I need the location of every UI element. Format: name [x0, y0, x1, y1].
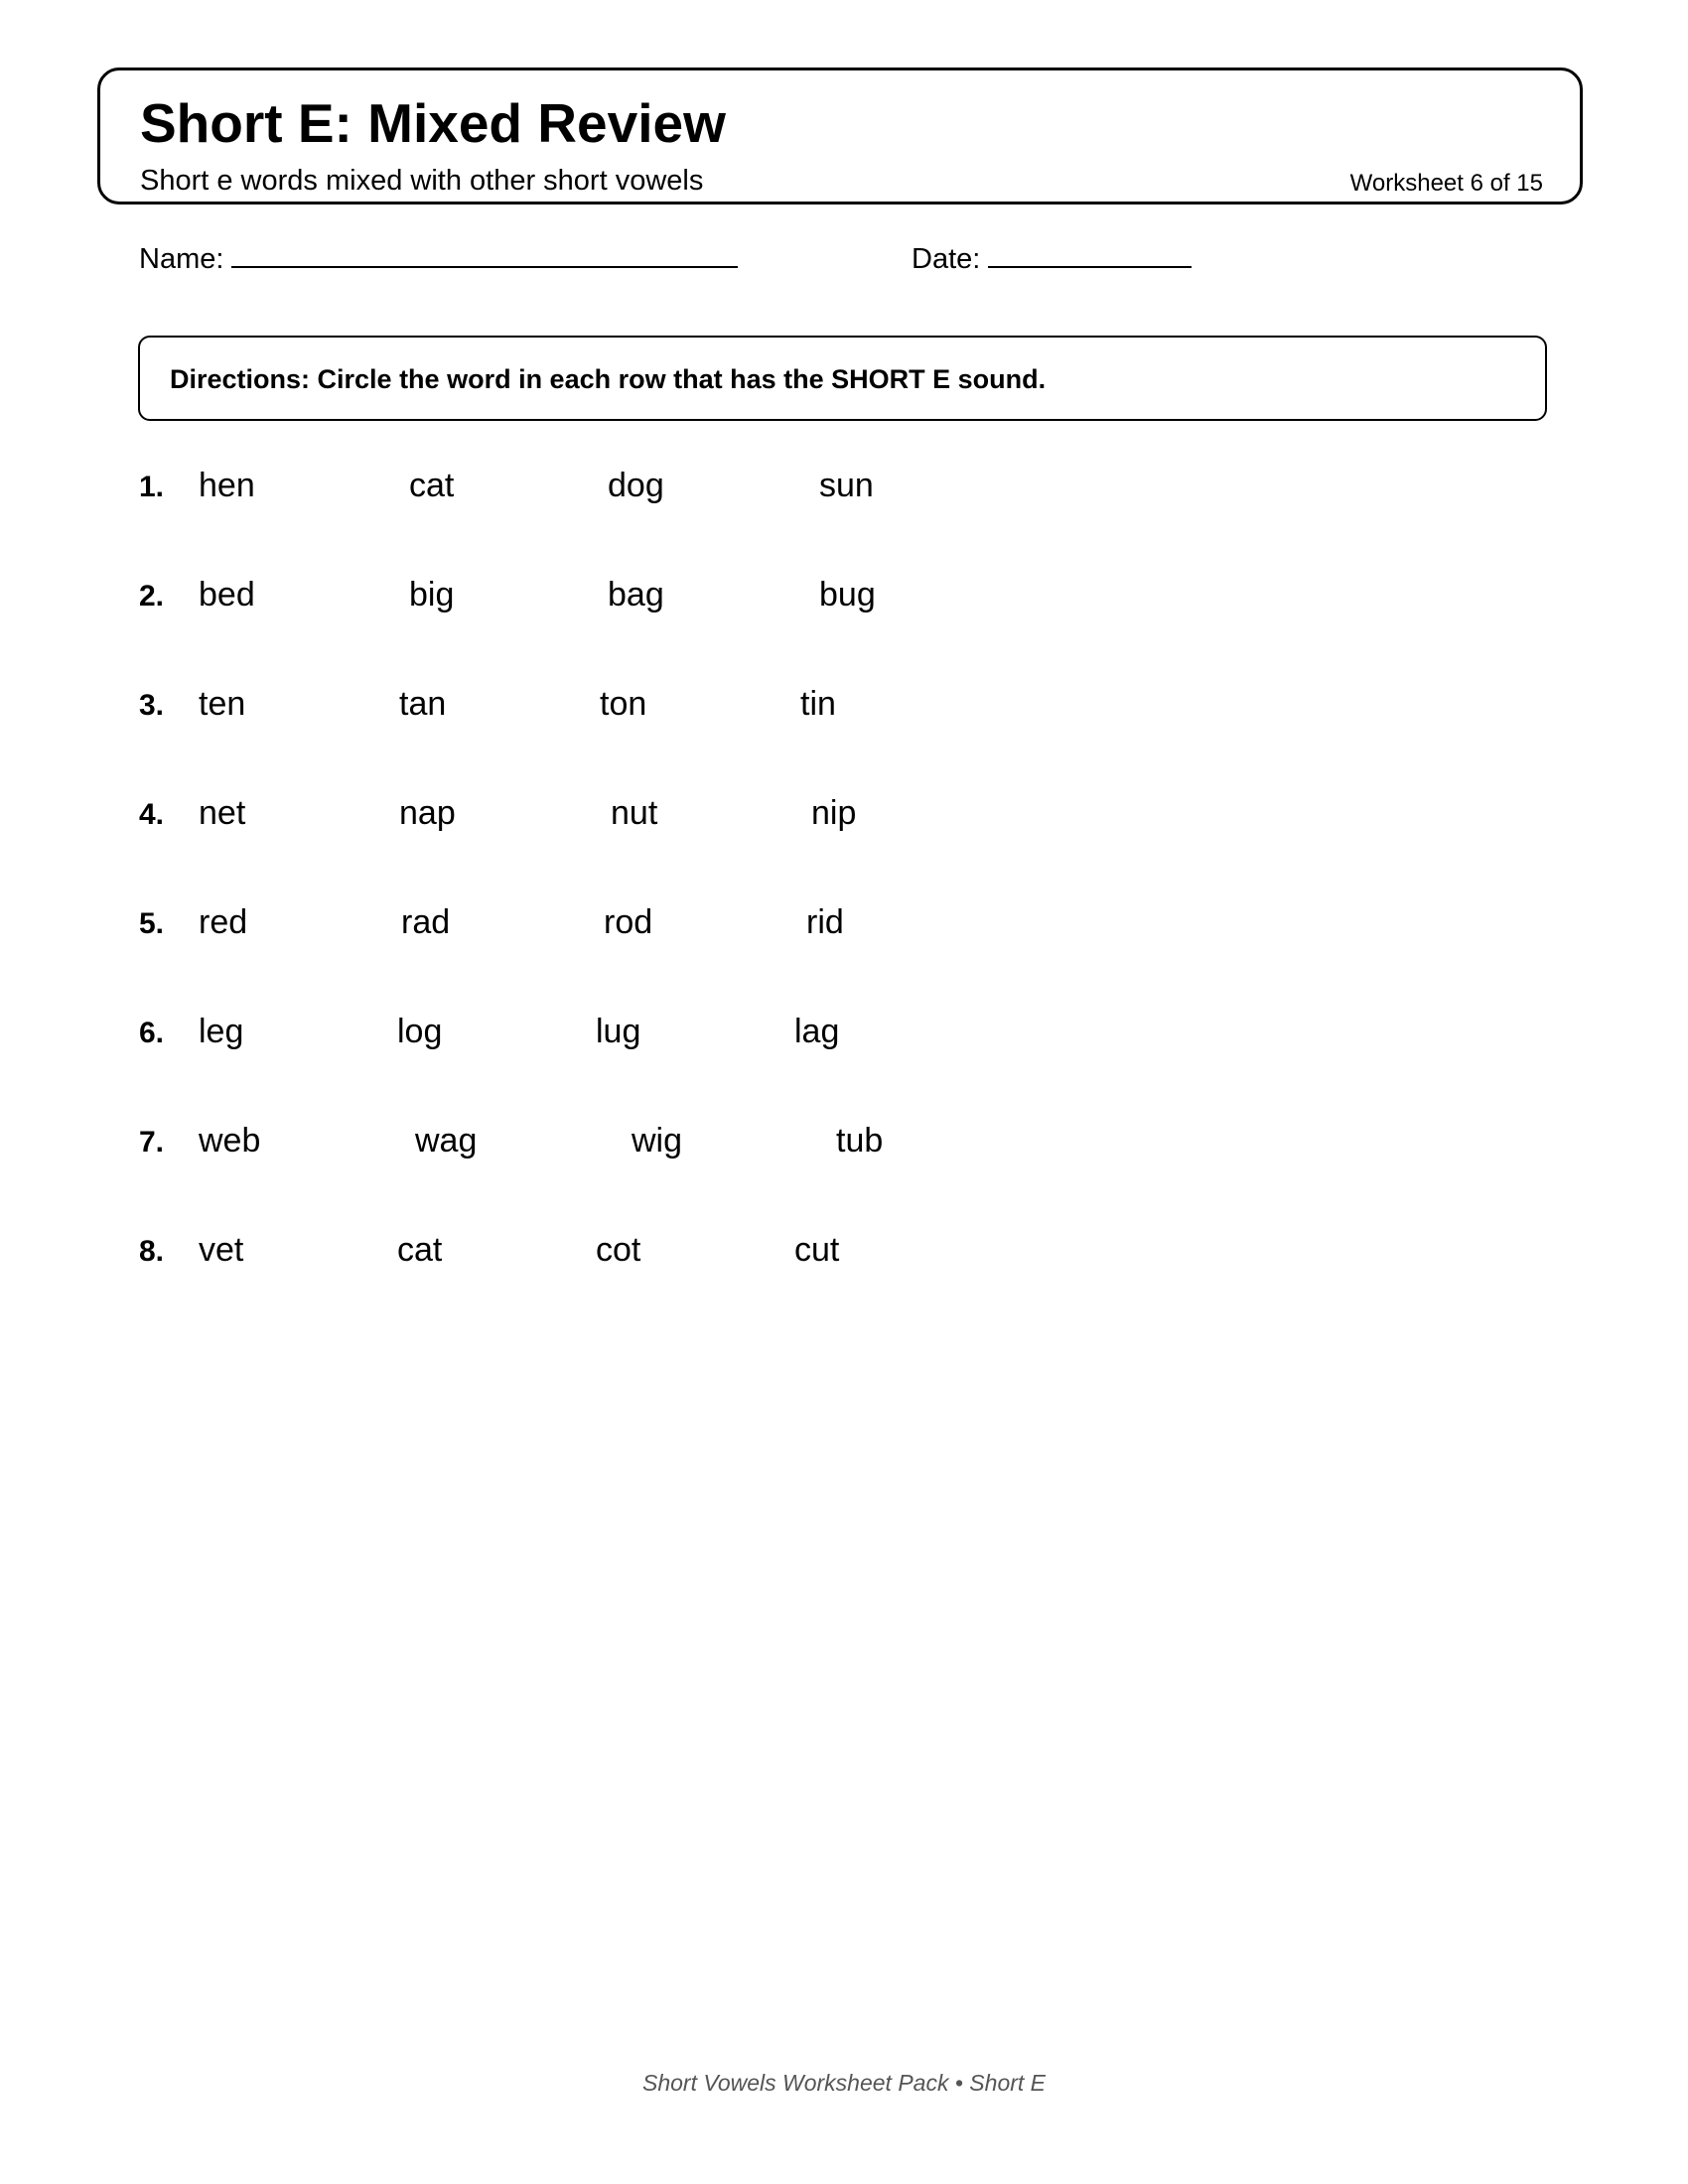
question-row [139, 905, 1033, 1015]
word-option[interactable]: rad [401, 903, 451, 941]
word-option[interactable]: rid [806, 903, 844, 941]
word-option[interactable]: big [409, 576, 455, 614]
word-option[interactable]: hen [199, 467, 255, 504]
word-option[interactable]: nap [399, 794, 456, 832]
word-option[interactable]: cot [596, 1231, 641, 1269]
question-number: 2. [139, 580, 165, 613]
word-option[interactable]: dog [608, 467, 664, 504]
word-option[interactable]: nip [811, 794, 857, 832]
word-option[interactable]: bug [819, 576, 876, 614]
question-row [139, 1124, 1033, 1233]
page-footer: Short Vowels Worksheet Pack • Short E [641, 2070, 1047, 2096]
word-option[interactable]: lug [596, 1013, 641, 1050]
worksheet-header [97, 68, 1583, 205]
question-number: 6. [139, 1017, 165, 1049]
name-write-line[interactable] [231, 242, 738, 268]
word-option[interactable]: cat [409, 467, 455, 504]
word-option[interactable]: net [199, 794, 246, 832]
question-number: 4. [139, 798, 165, 831]
word-option[interactable]: sun [819, 467, 874, 504]
word-option[interactable]: cut [794, 1231, 840, 1269]
question-row [139, 469, 1033, 578]
word-option[interactable]: vet [199, 1231, 244, 1269]
word-option[interactable]: cat [397, 1231, 443, 1269]
word-option[interactable]: ton [600, 685, 647, 723]
question-row [139, 1015, 1033, 1124]
word-option[interactable]: nut [611, 794, 658, 832]
word-option[interactable]: log [397, 1013, 443, 1050]
word-option[interactable]: web [199, 1122, 261, 1160]
word-option[interactable]: wag [415, 1122, 478, 1160]
date-label: Date: [912, 243, 981, 275]
question-number: 8. [139, 1235, 165, 1268]
word-option[interactable]: red [199, 903, 248, 941]
question-row [139, 687, 1033, 796]
question-number: 7. [139, 1126, 165, 1159]
name-field [139, 242, 738, 274]
word-option[interactable]: bag [608, 576, 664, 614]
date-write-line[interactable] [988, 242, 1192, 268]
worksheet-title: Short E: Mixed Review [140, 92, 726, 154]
worksheet-subtitle: Short e words mixed with other short vowels [140, 165, 704, 197]
word-option[interactable]: tan [399, 685, 447, 723]
question-row [139, 1233, 1033, 1342]
name-label: Name: [139, 243, 224, 275]
word-option[interactable]: leg [199, 1013, 244, 1050]
word-option[interactable]: wig [632, 1122, 683, 1160]
question-number: 3. [139, 689, 165, 722]
word-option[interactable]: tub [836, 1122, 884, 1160]
question-list [139, 469, 1033, 1342]
worksheet-counter: Worksheet 6 of 15 [1349, 170, 1543, 197]
directions-text: Directions: Circle the word in each row that has the SHORT E sound. [170, 364, 1047, 394]
word-option[interactable]: tin [800, 685, 836, 723]
directions-box [138, 336, 1547, 421]
question-number: 1. [139, 471, 165, 503]
question-number: 5. [139, 907, 165, 940]
word-option[interactable]: rod [604, 903, 653, 941]
question-row [139, 578, 1033, 687]
word-option[interactable]: lag [794, 1013, 840, 1050]
word-option[interactable]: bed [199, 576, 255, 614]
date-field [912, 242, 1192, 274]
question-row [139, 796, 1033, 905]
word-option[interactable]: ten [199, 685, 246, 723]
